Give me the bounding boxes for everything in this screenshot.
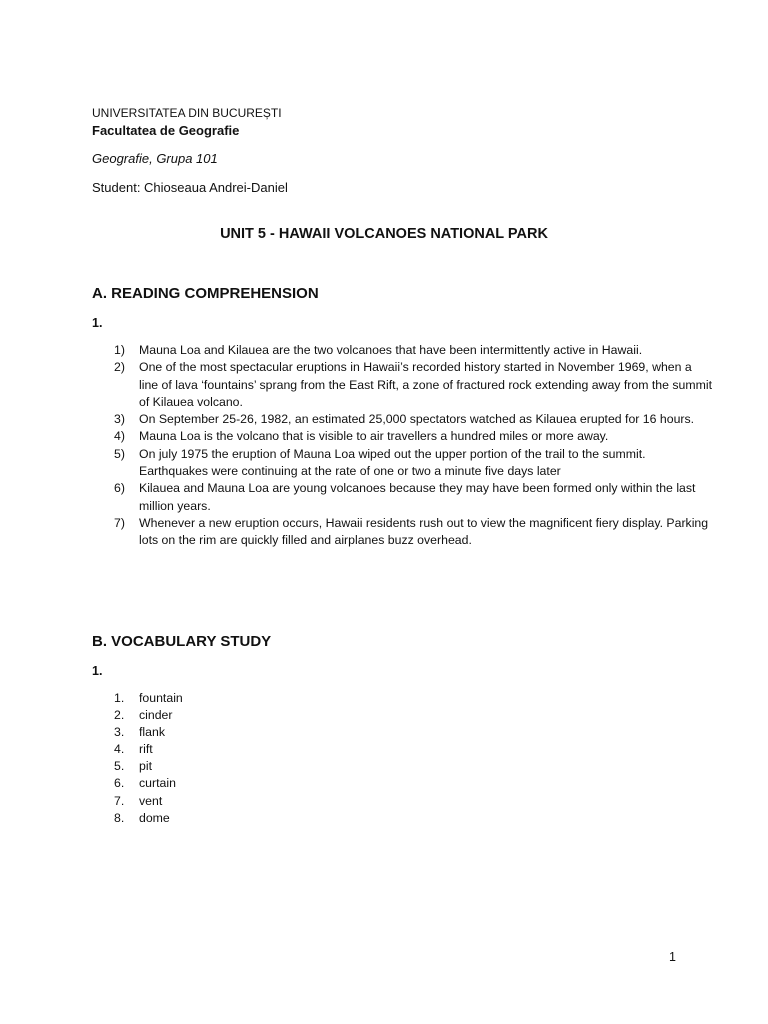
- list-item: [114, 515, 714, 550]
- list-item: [114, 758, 714, 775]
- list-item-text: fountain: [139, 691, 183, 705]
- list-item-number: 8.: [114, 810, 125, 825]
- list-item: [114, 359, 714, 411]
- list-item: [114, 741, 714, 758]
- list-item: [114, 690, 714, 707]
- group-label: Geografie, Grupa 101: [92, 151, 218, 166]
- section-b-heading: B. VOCABULARY STUDY: [92, 633, 272, 650]
- list-item: [114, 428, 714, 445]
- page-number: 1: [669, 950, 676, 964]
- list-item-number: 7.: [114, 793, 125, 808]
- faculty-name: Facultatea de Geografie: [92, 123, 240, 138]
- list-item-number: 2.: [114, 708, 125, 723]
- list-item: [114, 411, 714, 428]
- list-item: [114, 775, 714, 792]
- university-name: UNIVERSITATEA DIN BUCUREȘTI: [92, 106, 282, 120]
- list-item-text: On September 25-26, 1982, an estimated 25,000 spectators watched as Kilauea erupted for 16 hours.: [139, 412, 695, 427]
- list-item-text: One of the most spectacular eruptions in Hawaii’s recorded history started in November 1969, when a line of lava ‘fountains’ sprang from the East Rift, a zone of fractured rock extending away from the summit of Kilauea volcano.: [139, 360, 712, 409]
- list-item-number: 5): [114, 446, 125, 461]
- list-item: [114, 342, 714, 359]
- list-item-number: 1.: [114, 691, 125, 705]
- list-item-text: On july 1975 the eruption of Mauna Loa wiped out the upper portion of the trail to the summit. Earthquakes were continuing at the rate of one or two a minute five days later: [139, 446, 646, 479]
- list-item-number: 6.: [114, 776, 125, 791]
- section-a-subnumber: 1.: [92, 316, 103, 330]
- list-item-text: Whenever a new eruption occurs, Hawaii residents rush out to view the magnificent fiery display. Parking lots on the rim are quickly filled and airplanes buzz overhead.: [139, 515, 709, 548]
- list-item-text: pit: [139, 759, 152, 774]
- section-a-heading: A. READING COMPREHENSION: [92, 285, 319, 302]
- list-item: [114, 724, 714, 741]
- section-b-subnumber: 1.: [92, 664, 103, 678]
- list-item-text: Kilauea and Mauna Loa are young volcanoes because they may have been formed only within the last million years.: [139, 481, 696, 513]
- list-item-number: 6): [114, 481, 125, 496]
- student-name: Student: Chioseaua Andrei-Daniel: [92, 180, 288, 195]
- page-title: UNIT 5 - HAWAII VOLCANOES NATIONAL PARK: [220, 226, 548, 242]
- list-item: [114, 810, 714, 827]
- list-item-text: vent: [139, 793, 163, 808]
- list-item-number: 4.: [114, 742, 125, 757]
- list-item-number: 4): [114, 429, 125, 444]
- list-item-text: curtain: [139, 776, 176, 791]
- list-item-number: 3): [114, 412, 125, 427]
- list-item: [114, 480, 714, 515]
- list-item-number: 1): [114, 343, 125, 357]
- list-item: [114, 707, 714, 724]
- list-item-text: Mauna Loa and Kilauea are the two volcanoes that have been intermittently active in Hawaii.: [139, 343, 643, 357]
- list-item-text: dome: [139, 810, 170, 825]
- reading-comprehension-list: [114, 342, 714, 550]
- list-item-number: 2): [114, 360, 125, 375]
- list-item-number: 3.: [114, 725, 125, 740]
- vocabulary-list: [114, 690, 714, 827]
- list-item-number: 7): [114, 515, 125, 530]
- list-item-text: Mauna Loa is the volcano that is visible to air travellers a hundred miles or more away.: [139, 429, 609, 444]
- list-item: [114, 446, 714, 481]
- list-item-number: 5.: [114, 759, 125, 774]
- list-item-text: flank: [139, 725, 165, 740]
- list-item-text: cinder: [139, 708, 173, 723]
- list-item-text: rift: [139, 742, 153, 757]
- list-item: [114, 793, 714, 810]
